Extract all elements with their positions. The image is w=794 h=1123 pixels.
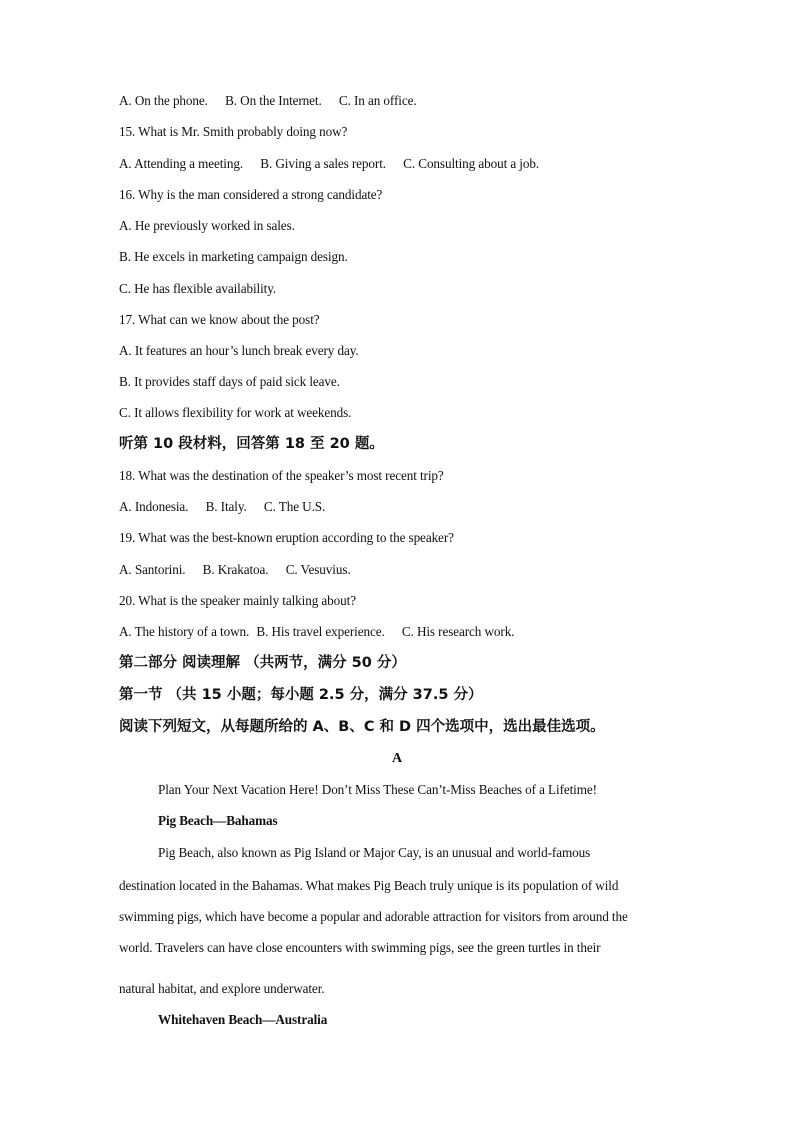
paragraph-line: Pig Beach, also known as Pig Island or Major Cay, is an unusual and world-famous [158,845,591,860]
q20-option-a: A. The history of a town. [119,624,250,639]
q15-option-c: C. Consulting about a job. [403,156,540,171]
q20-option-b: B. His travel experience. [256,624,385,639]
paragraph-line: destination located in the Bahamas. What makes Pig Beach truly unique is its population of wild [119,878,619,893]
paragraph-line: natural habitat, and explore underwater. [119,981,325,996]
q15-options [119,156,539,172]
q19-option-c: C. Vesuvius. [285,562,351,577]
q20-option-c: C. His research work. [401,624,515,639]
q14-option-a: A. On the phone. [119,93,208,108]
q18-option-c: C. The U.S. [263,499,326,514]
paragraph-line: world. Travelers can have close encounters with swimming pigs, see the green turtles in their [119,940,601,955]
q18-option-a: A. Indonesia. [119,499,189,514]
passage-label: A [391,751,403,766]
q16-option-b: B. He excels in marketing campaign design. [119,249,348,264]
q19-option-a: A. Santorini. [119,562,186,577]
q17-option-a: A. It features an hour’s lunch break every day. [119,343,359,358]
q18-question: 18. What was the destination of the speaker’s most recent trip? [119,468,444,483]
q14-option-c: C. In an office. [338,93,417,108]
section-10-header: 听第 10 段材料，回答第 18 至 20 题。 [119,436,384,452]
q16-option-a: A. He previously worked in sales. [119,218,295,233]
q19-question: 19. What was the best-known eruption according to the speaker? [119,530,454,545]
q20-options [119,624,514,640]
q14-option-b: B. On the Internet. [225,93,322,108]
q15-question: 15. What is Mr. Smith probably doing now? [119,124,348,139]
q19-option-b: B. Krakatoa. [202,562,269,577]
q15-option-a: A. Attending a meeting. [119,156,244,171]
q14-options [119,93,417,109]
q20-question: 20. What is the speaker mainly talking about? [119,593,356,608]
q16-question: 16. Why is the man considered a strong candidate? [119,187,383,202]
q15-option-b: B. Giving a sales report. [260,156,386,171]
beach-heading-pig: Pig Beach—Bahamas [158,813,278,828]
part-two-title: 第二部分 阅读理解 （共两节，满分 50 分） [119,655,406,671]
beach-heading-whitehaven: Whitehaven Beach—Australia [158,1012,328,1027]
paragraph-line: swimming pigs, which have become a popular and adorable attraction for visitors from around the [119,909,628,924]
q19-options [119,562,351,578]
reading-instruction: 阅读下列短文，从每题所给的 A、B、C 和 D 四个选项中，选出最佳选项。 [119,719,605,735]
q18-options [119,499,325,515]
passage-intro: Plan Your Next Vacation Here! Don’t Miss These Can’t-Miss Beaches of a Lifetime! [158,782,597,797]
q18-option-b: B. Italy. [205,499,247,514]
q17-question: 17. What can we know about the post? [119,312,320,327]
q17-option-b: B. It provides staff days of paid sick leave. [119,374,340,389]
q17-option-c: C. It allows flexibility for work at weekends. [119,405,352,420]
q16-option-c: C. He has flexible availability. [119,281,277,296]
section-one-title: 第一节 （共 15 小题；每小题 2.5 分，满分 37.5 分） [119,687,483,703]
